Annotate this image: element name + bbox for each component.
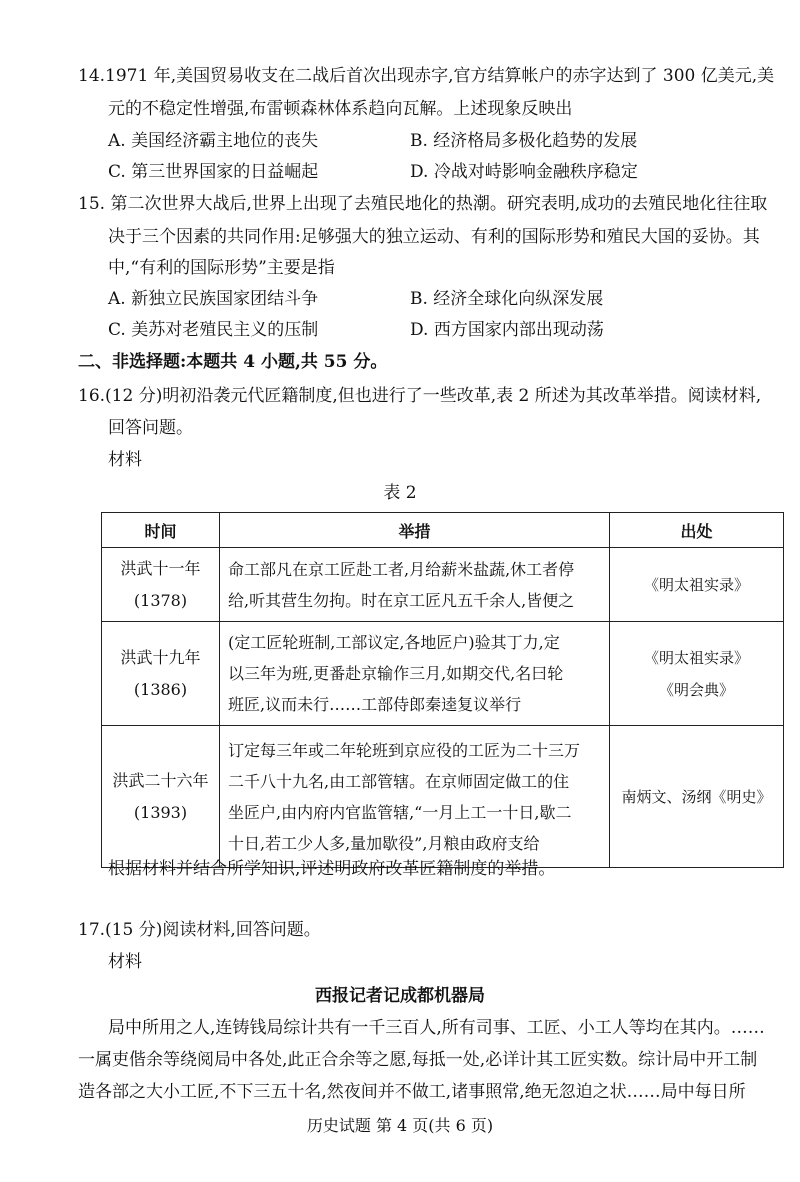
q17-para-line3: 造各部之大小工匠,不下三五十名,然夜间并不做工,诸事照常,绝无忽迫之状……局中每日所: [78, 1082, 746, 1102]
row3-measure: [220, 726, 610, 868]
row1-source: [610, 548, 784, 622]
row3-time: [102, 726, 220, 868]
row3-time-ad: (1393): [133, 802, 188, 822]
q17-material-label: 材料: [108, 952, 142, 972]
q14-option-c: C. 第三世界国家的日益崛起: [108, 162, 319, 182]
row1-time: [102, 548, 220, 622]
row2-time-ad: (1386): [133, 679, 188, 699]
row3-source: [610, 726, 784, 868]
q17-stem: 17.(15 分)阅读材料,回答问题。: [78, 920, 321, 940]
q16-prompt: 根据材料并结合所学知识,评述明政府改革匠籍制度的举措。: [108, 859, 556, 879]
row2-source-line: 《明会典》: [658, 680, 734, 699]
row1-source-line: 《明太祖实录》: [643, 575, 749, 594]
row3-source-line: 南炳文、汤纲《明史》: [621, 787, 772, 806]
row3-time-year: 洪武二十六年: [112, 770, 209, 790]
table-row: [102, 548, 784, 622]
row2-source: [610, 622, 784, 726]
q14-stem-line2: 元的不稳定性增强,布雷顿森林体系趋向瓦解。上述现象反映出: [108, 99, 573, 119]
q15-option-c: C. 美苏对老殖民主义的压制: [108, 320, 319, 340]
q17-para-line1: 局中所用之人,连铸钱局综计共有一千三百人,所有司事、工匠、小工人等均在其内。……: [108, 1018, 765, 1038]
row1-measure: [220, 548, 610, 622]
row2-measure-line: 以三年为班,更番赴京输作三月,如期交代,名曰轮: [228, 664, 564, 683]
row2-time-year: 洪武十九年: [120, 647, 201, 667]
row2-measure: [220, 622, 610, 726]
q15-stem-line3: 中,“有利的国际形势”主要是指: [108, 258, 335, 278]
row3-measure-line: 二千八十九名,由工部管辖。在京师固定做工的住: [228, 771, 570, 791]
row1-measure-line: 给,听其营生勿拘。时在京工匠凡五千余人,皆便之: [228, 590, 575, 610]
q16-material-label: 材料: [108, 450, 142, 470]
q15-stem-line2: 决于三个因素的共同作用:足够强大的独立运动、有利的国际形势和殖民大国的妥协。其: [108, 227, 760, 247]
q14-option-b: B. 经济格局多极化趋势的发展: [410, 131, 638, 151]
row2-time: [102, 622, 220, 726]
table-header-row: [102, 513, 784, 548]
q17-article-title: 西报记者记成都机器局: [315, 986, 485, 1006]
q16-stem-line1: 16.(12 分)明初沿袭元代匠籍制度,但也进行了一些改革,表 2 所述为其改革举措。阅读材料,: [78, 386, 762, 406]
q17-para-line2: 一属吏偕余等绕阅局中各处,此正合余等之愿,每抵一处,必详计其工匠实数。综计局中开工制: [78, 1050, 758, 1070]
table-row: [102, 726, 784, 868]
table-title: 表 2: [383, 483, 417, 503]
q14-option-a: A. 美国经济霸主地位的丧失: [108, 131, 319, 151]
header-measure: 举措: [220, 513, 610, 548]
table-row: [102, 622, 784, 726]
row1-time-year: 洪武十一年: [120, 558, 201, 578]
q14-option-d: D. 冷战对峙影响金融秩序稳定: [410, 162, 638, 182]
page-footer: 历史试题 第 4 页(共 6 页): [306, 1116, 494, 1135]
q15-option-a: A. 新独立民族国家团结斗争: [108, 289, 319, 309]
row2-measure-line: 班匠,议而未行……工部侍郎秦逵复议举行: [228, 695, 522, 714]
section-heading: 二、非选择题:本题共 4 小题,共 55 分。: [78, 352, 388, 372]
row1-measure-line: 命工部凡在京工匠赴工者,月给薪米盐蔬,休工者停: [228, 559, 575, 579]
row1-time-ad: (1378): [133, 590, 188, 610]
row2-measure-line: (定工匠轮班制,工部议定,各地匠户)验其丁力,定: [228, 633, 560, 652]
q15-option-d: D. 西方国家内部出现动荡: [410, 320, 604, 340]
header-source: 出处: [610, 513, 784, 548]
q15-option-b: B. 经济全球化向纵深发展: [410, 289, 604, 309]
reform-table: [101, 512, 784, 868]
row3-measure-line: 坐匠户,由内府内官监管辖,“一月上工一十日,歇二: [228, 802, 572, 822]
row3-measure-line: 订定每三年或二年轮班到京应役的工匠为二十三万: [228, 740, 581, 760]
header-time: 时间: [102, 513, 220, 548]
q15-stem-line1: 15. 第二次世界大战后,世界上出现了去殖民地化的热潮。研究表明,成功的去殖民地化往往取: [78, 194, 768, 214]
row3-measure-line: 十日,若工少人多,量加歇役”,月粮由政府支给: [228, 833, 540, 853]
q16-stem-line2: 回答问题。: [108, 418, 193, 438]
q14-stem-line1: 14.1971 年,美国贸易收支在二战后首次出现赤字,官方结算帐户的赤字达到了 300 亿美元,美: [78, 66, 775, 86]
row2-source-line: 《明太祖实录》: [643, 648, 749, 667]
